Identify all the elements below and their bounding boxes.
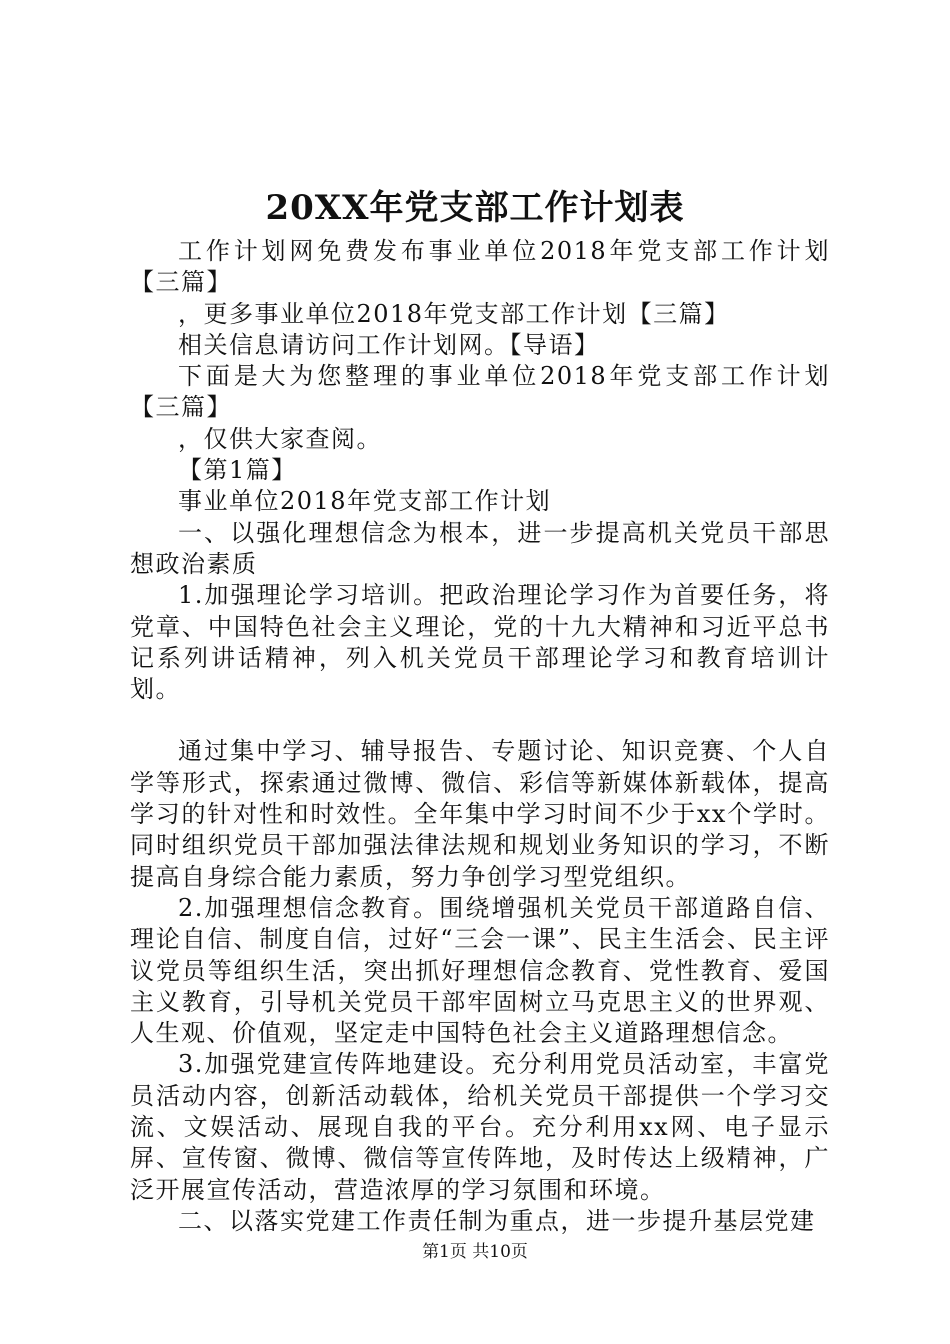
paragraph-intro-4: 下面是大为您整理的事业单位2018年党支部工作计划【三篇】 bbox=[130, 362, 830, 422]
page-footer: 第1页 共10页 bbox=[422, 1242, 528, 1262]
section-marker: 【第1篇】 bbox=[178, 456, 297, 485]
subsection-heading-2: 二、以落实党建工作责任制为重点，进一步提升基层党建 bbox=[178, 1206, 816, 1235]
document-body bbox=[130, 236, 830, 1237]
paragraph-intro-2: ，更多事业单位2018年党支部工作计划【三篇】 bbox=[178, 299, 730, 328]
paragraph-intro-1: 工作计划网免费发布事业单位2018年党支部工作计划【三篇】 bbox=[130, 237, 830, 297]
section-heading: 事业单位2018年党支部工作计划 bbox=[178, 487, 552, 516]
paragraph-intro-3: 相关信息请访问工作计划网。【导语】 bbox=[178, 330, 600, 359]
paragraph-intro-5: ，仅供大家查阅。 bbox=[178, 424, 382, 453]
subsection-heading-1: 一、以强化理想信念为根本，进一步提高机关党员干部思想政治素质 bbox=[130, 518, 830, 578]
paragraph-item-1: 1.加强理论学习培训。把政治理论学习作为首要任务，将党章、中国特色社会主义理论，党的十九大精神和习近平总书记系列讲话精神，列入机关党员干部理论学习和教育培训计划。 bbox=[130, 581, 830, 704]
paragraph-item-1-detail: 通过集中学习、辅导报告、专题讨论、知识竞赛、个人自学等形式，探索通过微博、微信、彩信等新媒体新载体，提高学习的针对性和时效性。全年集中学习时间不少于xx个学时。同时组织党员干部加强法律法规和规划业务知识的学习，不断提高自身综合能力素质，努力争创学习型党组织。 bbox=[130, 737, 830, 891]
document-title: 20XX年党支部工作计划表 bbox=[265, 188, 685, 228]
paragraph-item-3: 3.加强党建宣传阵地建设。充分利用党员活动室，丰富党员活动内容，创新活动载体，给机关党员干部提供一个学习交流、文娱活动、展现自我的平台。充分利用xx网、电子显示屏、宣传窗、微博、微信等宣传阵地，及时传达上级精神，广泛开展宣传活动，营造浓厚的学习氛围和环境。 bbox=[130, 1050, 830, 1204]
paragraph-item-2: 2.加强理想信念教育。围绕增强机关党员干部道路自信、理论自信、制度自信，过好“三会一课”、民主生活会、民主评议党员等组织生活，突出抓好理想信念教育、党性教育、爱国主义教育，引导机关党员干部牢固树立马克思主义的世界观、人生观、价值观，坚定走中国特色社会主义道路理想信念。 bbox=[130, 893, 830, 1048]
